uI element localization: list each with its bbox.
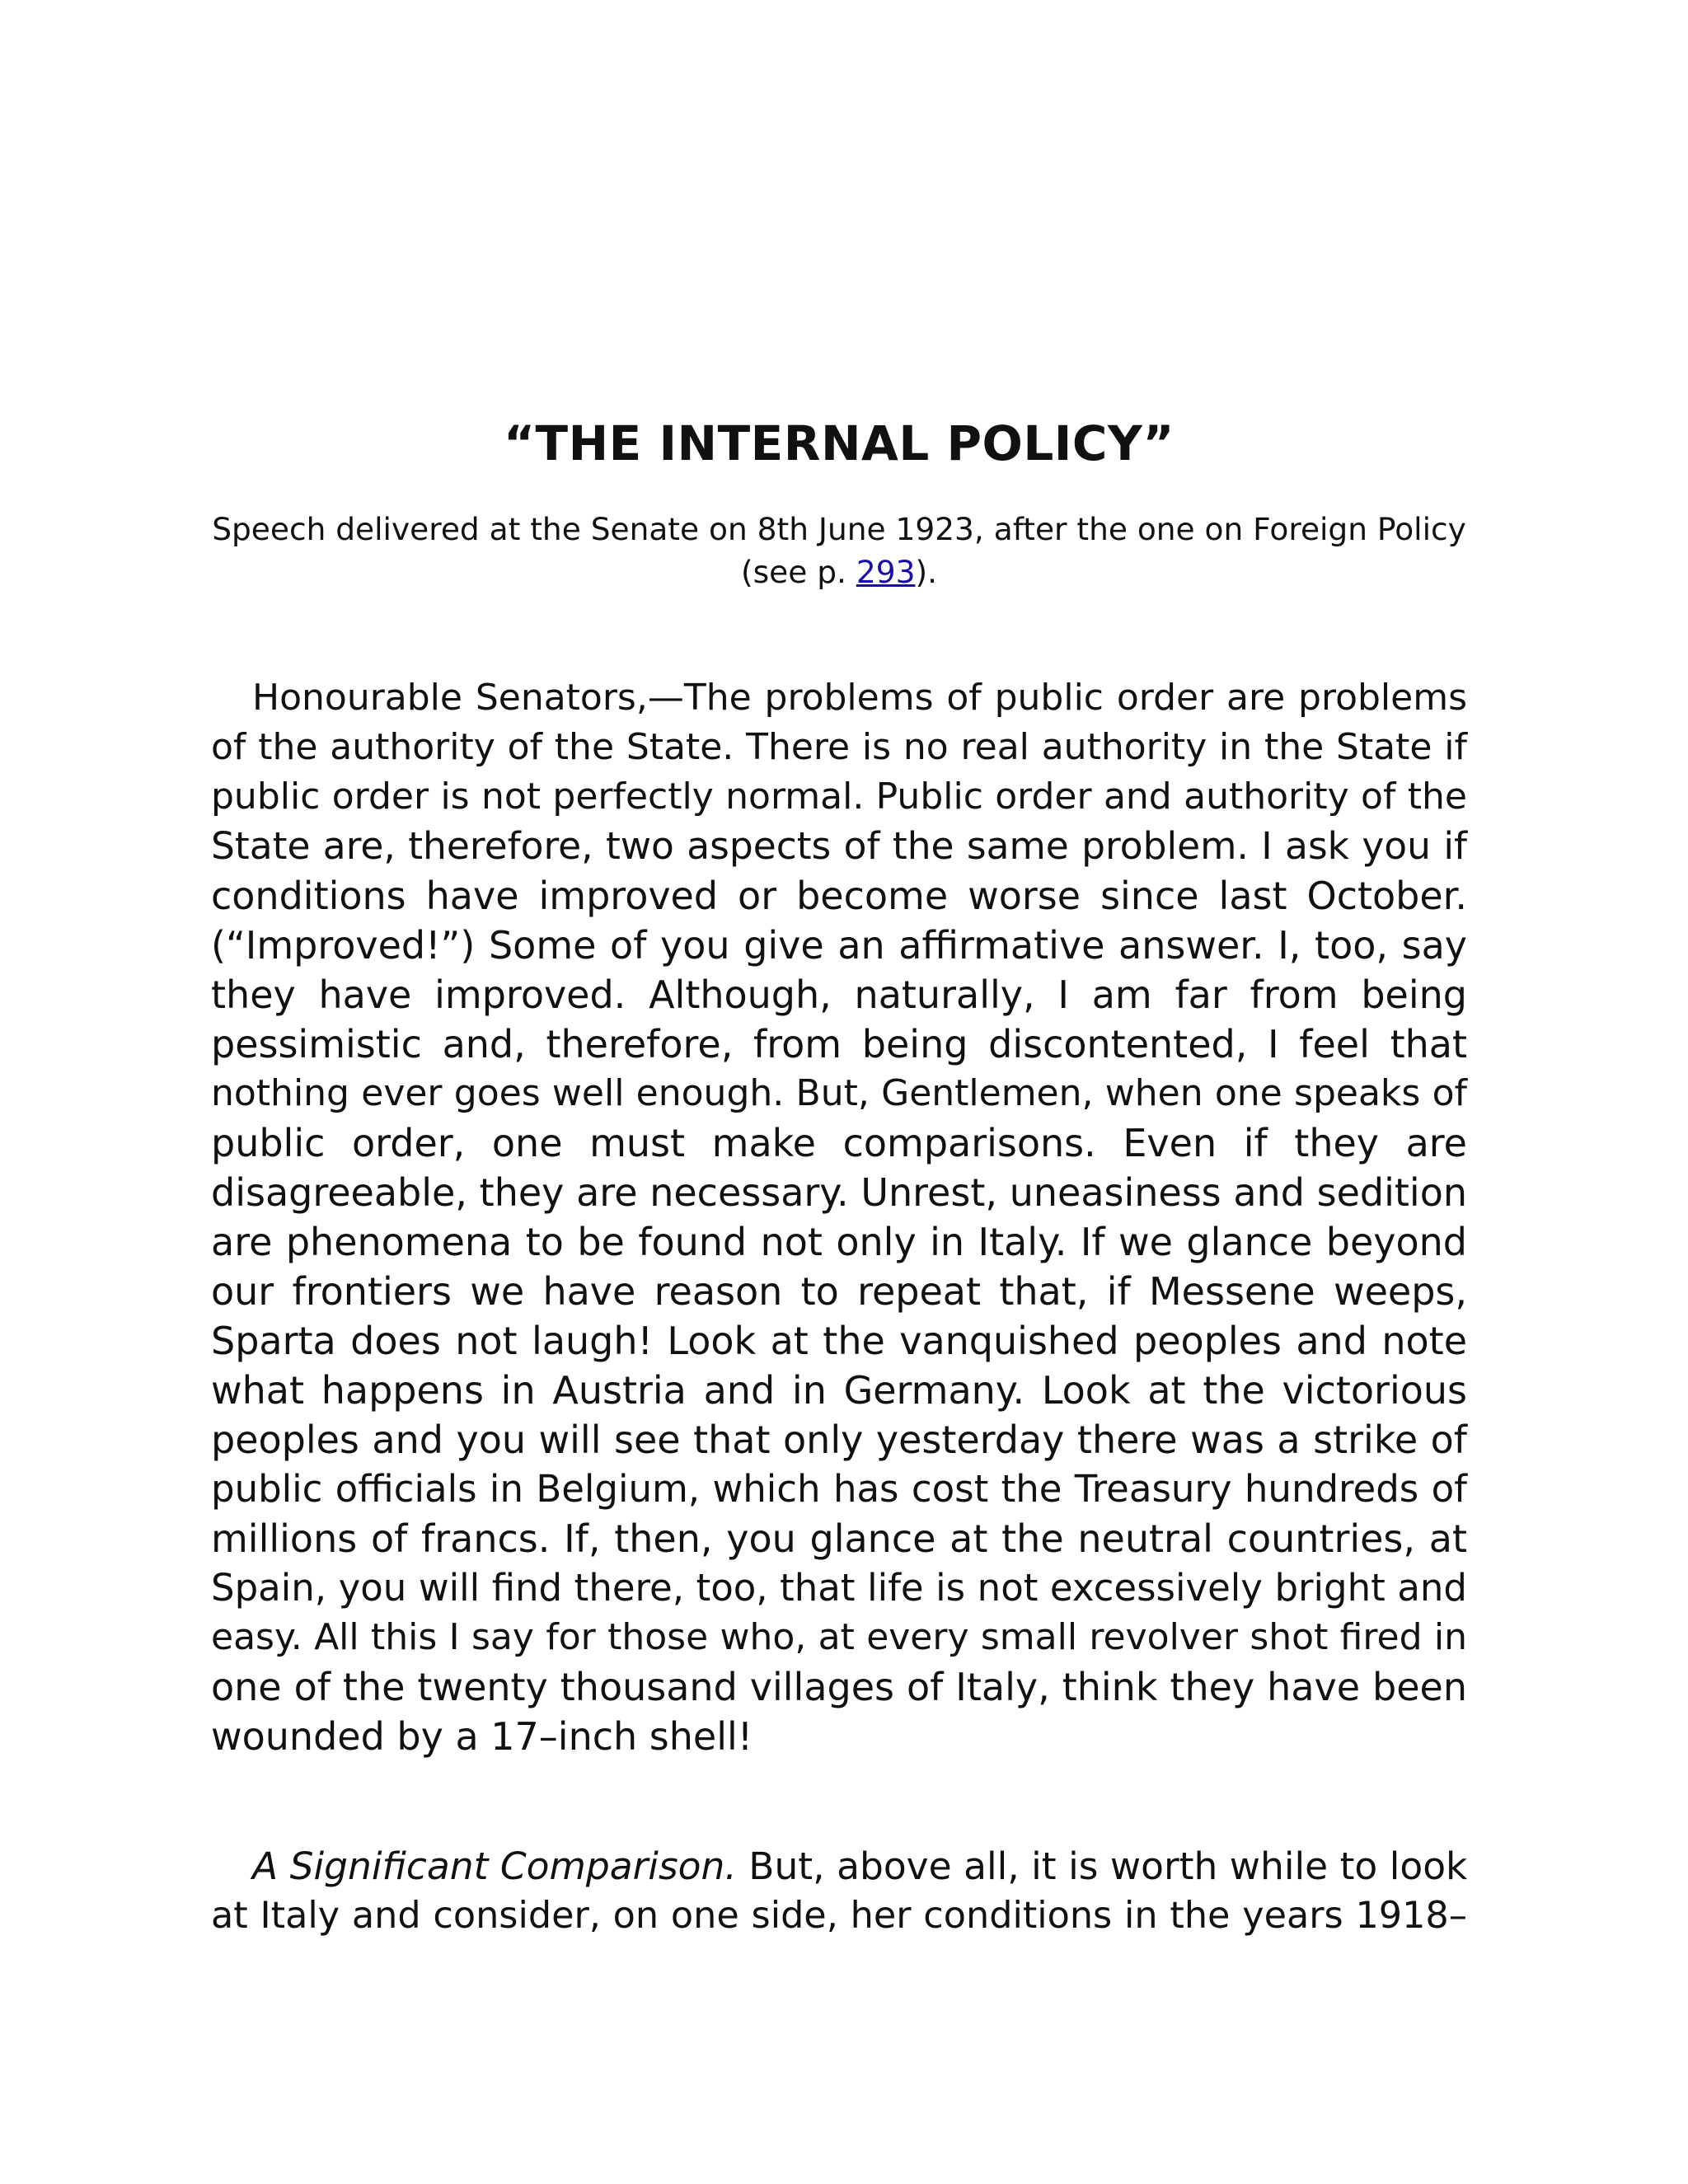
paragraph-2	[211, 1842, 1467, 1941]
page-title: “THE INTERNAL POLICY”	[503, 415, 1175, 471]
paragraph-1	[211, 673, 1467, 1761]
paragraph-line: nothing ever goes well enough. But, Gentlemen, when one speaks of	[211, 1072, 1467, 1114]
paragraph-line: public officials in Belgium, which has cost the Treasury hundreds of	[211, 1467, 1467, 1511]
paragraph-line: public order, one must make comparisons. Even if they are	[211, 1121, 1467, 1165]
paragraph-line: what happens in Austria and in Germany. Look at the victorious	[211, 1368, 1467, 1413]
paragraph-line: Spain, you will find there, too, that life is not excessively bright and	[211, 1566, 1467, 1610]
paragraph-line: our frontiers we have reason to repeat that, if Messene weeps,	[211, 1269, 1467, 1314]
paragraph-line: they have improved. Although, naturally, I am far from being	[211, 972, 1467, 1017]
subtitle-text: Speech delivered at the Senate on 8th June 1923, after the one on Foreign Policy (see p.	[212, 511, 1466, 590]
subtitle	[211, 508, 1467, 593]
paragraph-line: wounded by a 17–inch shell!	[211, 1714, 753, 1759]
paragraph-line: easy. All this I say for those who, at every small revolver shot fired in	[211, 1616, 1467, 1658]
section-heading: A Significant Comparison.	[252, 1844, 737, 1888]
page-reference-link[interactable]: 293	[856, 554, 916, 590]
paragraph-line: A Significant Comparison. But, above all, it is worth while to look	[252, 1844, 1468, 1888]
paragraph-line: Honourable Senators,—The problems of public order are problems	[252, 677, 1467, 719]
paragraph-line: conditions have improved or become worse since last October.	[211, 874, 1467, 918]
subtitle-end: ).	[915, 554, 937, 590]
paragraph-line: disagreeable, they are necessary. Unrest, uneasiness and sedition	[211, 1170, 1467, 1215]
paragraph-line: (“Improved!”) Some of you give an affirmative answer. I, too, say	[211, 923, 1467, 968]
paragraph-line: at Italy and consider, on one side, her conditions in the years 1918–	[211, 1895, 1467, 1937]
paragraph-line: one of the twenty thousand villages of Italy, think they have been	[211, 1665, 1467, 1709]
paragraph-line: of the authority of the State. There is no real authority in the State if	[211, 726, 1467, 768]
paragraph-line: State are, therefore, two aspects of the same problem. I ask you if	[211, 824, 1467, 868]
paragraph-line: millions of francs. If, then, you glance at the neutral countries, at	[211, 1516, 1467, 1561]
paragraph-line: Sparta does not laugh! Look at the vanquished peoples and note	[211, 1319, 1467, 1363]
paragraph-line: are phenomena to be found not only in Italy. If we glance beyond	[211, 1220, 1467, 1264]
paragraph-line: peoples and you will see that only yesterday there was a strike of	[211, 1418, 1467, 1462]
paragraph-line: pessimistic and, therefore, from being discontented, I feel that	[211, 1022, 1467, 1066]
paragraph-line: public order is not perfectly normal. Public order and authority of the	[211, 776, 1467, 818]
